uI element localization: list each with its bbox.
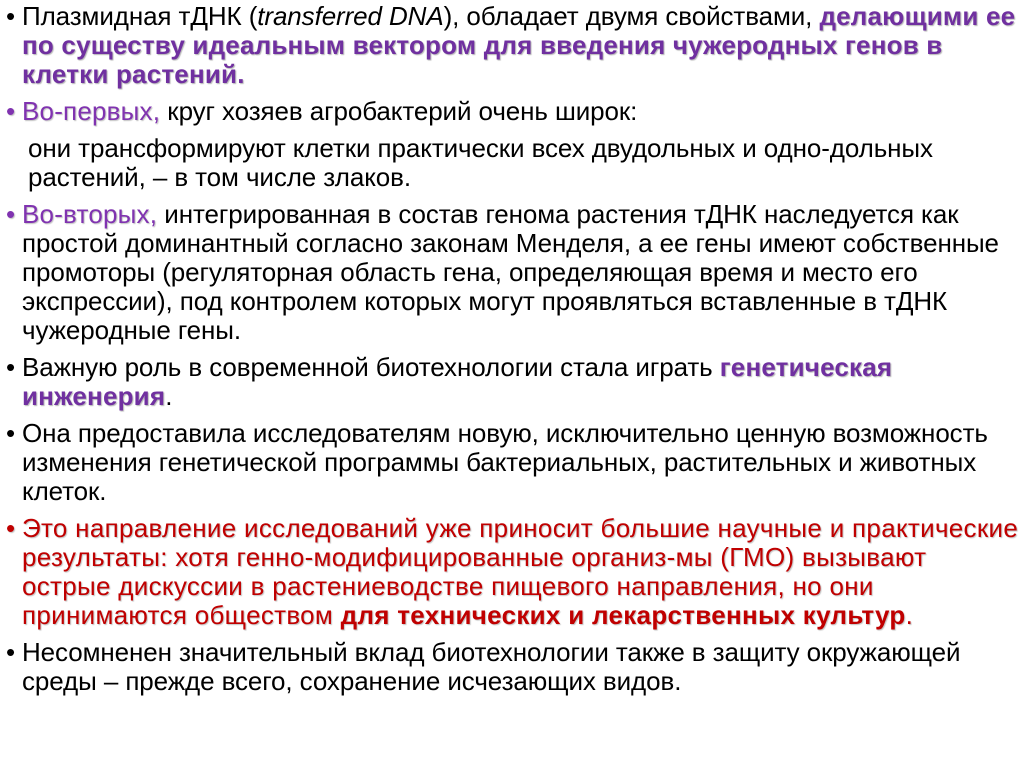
- emphasis-text: Во-первых,: [22, 96, 161, 126]
- paragraph-first-property: [0, 97, 1024, 126]
- text: Важную роль в современной биотехнологии стала играть: [22, 352, 720, 382]
- text: они трансформируют клетки практически всех двудольных и одно-дольных растений, – в том числе злаков.: [28, 133, 933, 192]
- emphasis-text: Это направление исследований уже приносит большие научные и практические результаты: хотя генно-модифицированные организ-мы (ГМО) вызывают острые дискуссии в растениеводстве пищевого направления, но они принимаются обществом: [22, 513, 1019, 630]
- paragraph-new-opportunity: [0, 419, 1024, 506]
- paragraph-tdna-properties: [0, 2, 1024, 89]
- text: Несомненен значительный вклад биотехнологии также в защиту окружающей среды – прежде всего, сохранение исчезающих видов.: [22, 637, 961, 696]
- bullet: •: [6, 199, 16, 229]
- text: интегрированная в состав генома растения тДНК наследуется как простой доминантный согласно законам Менделя, а ее гены имеют собственные промоторы (регуляторная область гена, определяющая время и место его экспрессии), под контролем которых могут проявляться вставленные в тДНК чужеродные гены.: [22, 199, 999, 345]
- strong-emphasis-text: для технических и лекарственных культур: [340, 600, 906, 630]
- bullet: •: [6, 513, 16, 543]
- paragraph-gmo: [0, 514, 1024, 630]
- paragraph-genetic-engineering: [0, 353, 1024, 411]
- emphasis-text: делающими ее по существу идеальным вектором для введения чужеродных генов в клетки растений.: [22, 1, 1016, 89]
- paragraph-second-property: [0, 200, 1024, 345]
- text: ), обладает двумя свойствами,: [443, 1, 820, 31]
- emphasis-text: .: [905, 600, 914, 630]
- text: Она предоставила исследователям новую, исключительно ценную возможность изменения генетической программы бактериальных, растительных и животных клеток.: [22, 418, 988, 506]
- text: .: [165, 381, 173, 411]
- emphasis-text: генетическая инженерия: [22, 352, 893, 411]
- paragraph-environment: [0, 638, 1024, 696]
- italic-term: transferred DNA: [257, 1, 444, 31]
- bullet: •: [6, 637, 16, 667]
- paragraph-host-range: [0, 134, 1024, 192]
- bullet: •: [6, 1, 16, 31]
- bullet: •: [6, 418, 16, 448]
- bullet: •: [6, 96, 16, 126]
- text: круг хозяев агробактерий очень широк:: [160, 96, 638, 126]
- bullet: •: [6, 352, 16, 382]
- slide-body: [0, 2, 1024, 768]
- emphasis-text: Во-вторых,: [22, 199, 158, 229]
- text: Плазмидная тДНК (: [22, 1, 258, 31]
